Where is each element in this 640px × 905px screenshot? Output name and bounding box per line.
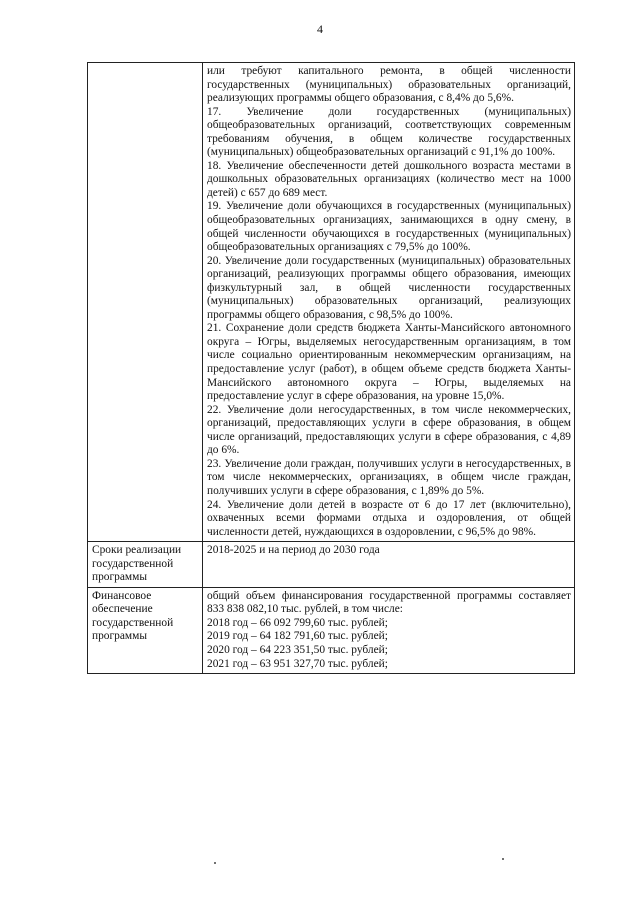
finance-intro: общий объем финансирования государственной программы составляет 833 838 082,10 тыс. рублей, в том числе: — [207, 589, 571, 616]
finance-year-line: 2018 год – 66 092 799,60 тыс. рублей; — [207, 616, 388, 629]
indicators-label-cell — [88, 63, 203, 542]
indicator-paragraph: 17. Увеличение доли государственных (муниципальных) общеобразовательных организаций, соответствующих современным требованиям обучения, в общем количестве государственных (муниципальных) общеобразовательных организаций с 91,1% до 100%. — [207, 105, 571, 159]
indicator-paragraph: 19. Увеличение доли обучающихся в государственных (муниципальных) общеобразовательных организациях, занимающихся в одну смену, в общей численности обучающихся в государственных (муниципальных) общеобразовательных организациях с 79,5% до 100%. — [207, 200, 571, 254]
indicator-paragraph: 23. Увеличение доли граждан, получивших услуги в негосударственных, в том числе некоммерческих, организациях, в общем числе граждан, получивших услуги в сфере образования, с 1,89% до 5%. — [207, 457, 571, 497]
finance-value-cell — [203, 587, 575, 673]
scan-speck — [502, 858, 504, 860]
indicators-value-cell — [203, 63, 575, 542]
page-number: 4 — [317, 22, 323, 36]
indicator-paragraph: 22. Увеличение доли негосударственных, в том числе некоммерческих, организаций, предоставляющих услуги в сфере образования, в общем числе организаций, предоставляющих услуги в сфере образования, с 4,89 до 6%. — [207, 403, 571, 457]
terms-value: 2018-2025 и на период до 2030 года — [203, 542, 575, 588]
indicator-paragraph: 20. Увеличение доли государственных (муниципальных) образовательных организаций, реализующих программы общего образования, имеющих физкультурный зал, в общей численности государственных (муниципальных) образовательных организаций, реализующих программы общего образования, с 98,5% до 100%. — [207, 254, 571, 321]
table-row-terms — [88, 542, 575, 588]
finance-label: Финансовое обеспечение государственной программы — [88, 587, 203, 673]
terms-label: Сроки реализации государственной программы — [88, 542, 203, 588]
indicator-paragraph: 24. Увеличение доли детей в возрасте от 6 до 17 лет (включительно), охваченных всеми формами отдыха и оздоровления, от общей численности детей, нуждающихся в оздоровлении, с 96,5% до 98%. — [207, 498, 571, 538]
indicator-paragraph: или требуют капитального ремонта, в общей численности государственных (муниципальных) образовательных организаций, реализующих программы общего образования, с 8,4% до 5,6%. — [207, 65, 571, 105]
finance-year-line: 2019 год – 64 182 791,60 тыс. рублей; — [207, 630, 388, 643]
indicator-paragraph: 21. Сохранение доли средств бюджета Ханты-Мансийского автономного округа – Югры, выделяемых негосударственным организациям, в том числе социально ориентированным некоммерческим организациям, на предоставление услуг (работ), в общем объеме средств бюджета Ханты-Мансийского автономного округа – Югры, выделяемых на предоставление услуг в сфере образования, на уровне 15,0%. — [207, 322, 571, 403]
scan-speck — [214, 862, 216, 864]
table-row-indicators — [88, 63, 575, 542]
finance-year-line: 2021 год – 63 951 327,70 тыс. рублей; — [207, 657, 388, 670]
table-row-finance — [88, 587, 575, 673]
indicator-paragraph: 18. Увеличение обеспеченности детей дошкольного возраста местами в дошкольных образовательных организациях (количество мест на 1000 детей) с 657 до 689 мест. — [207, 159, 571, 199]
finance-year-line: 2020 год – 64 223 351,50 тыс. рублей; — [207, 643, 388, 656]
program-passport-table — [87, 62, 575, 674]
